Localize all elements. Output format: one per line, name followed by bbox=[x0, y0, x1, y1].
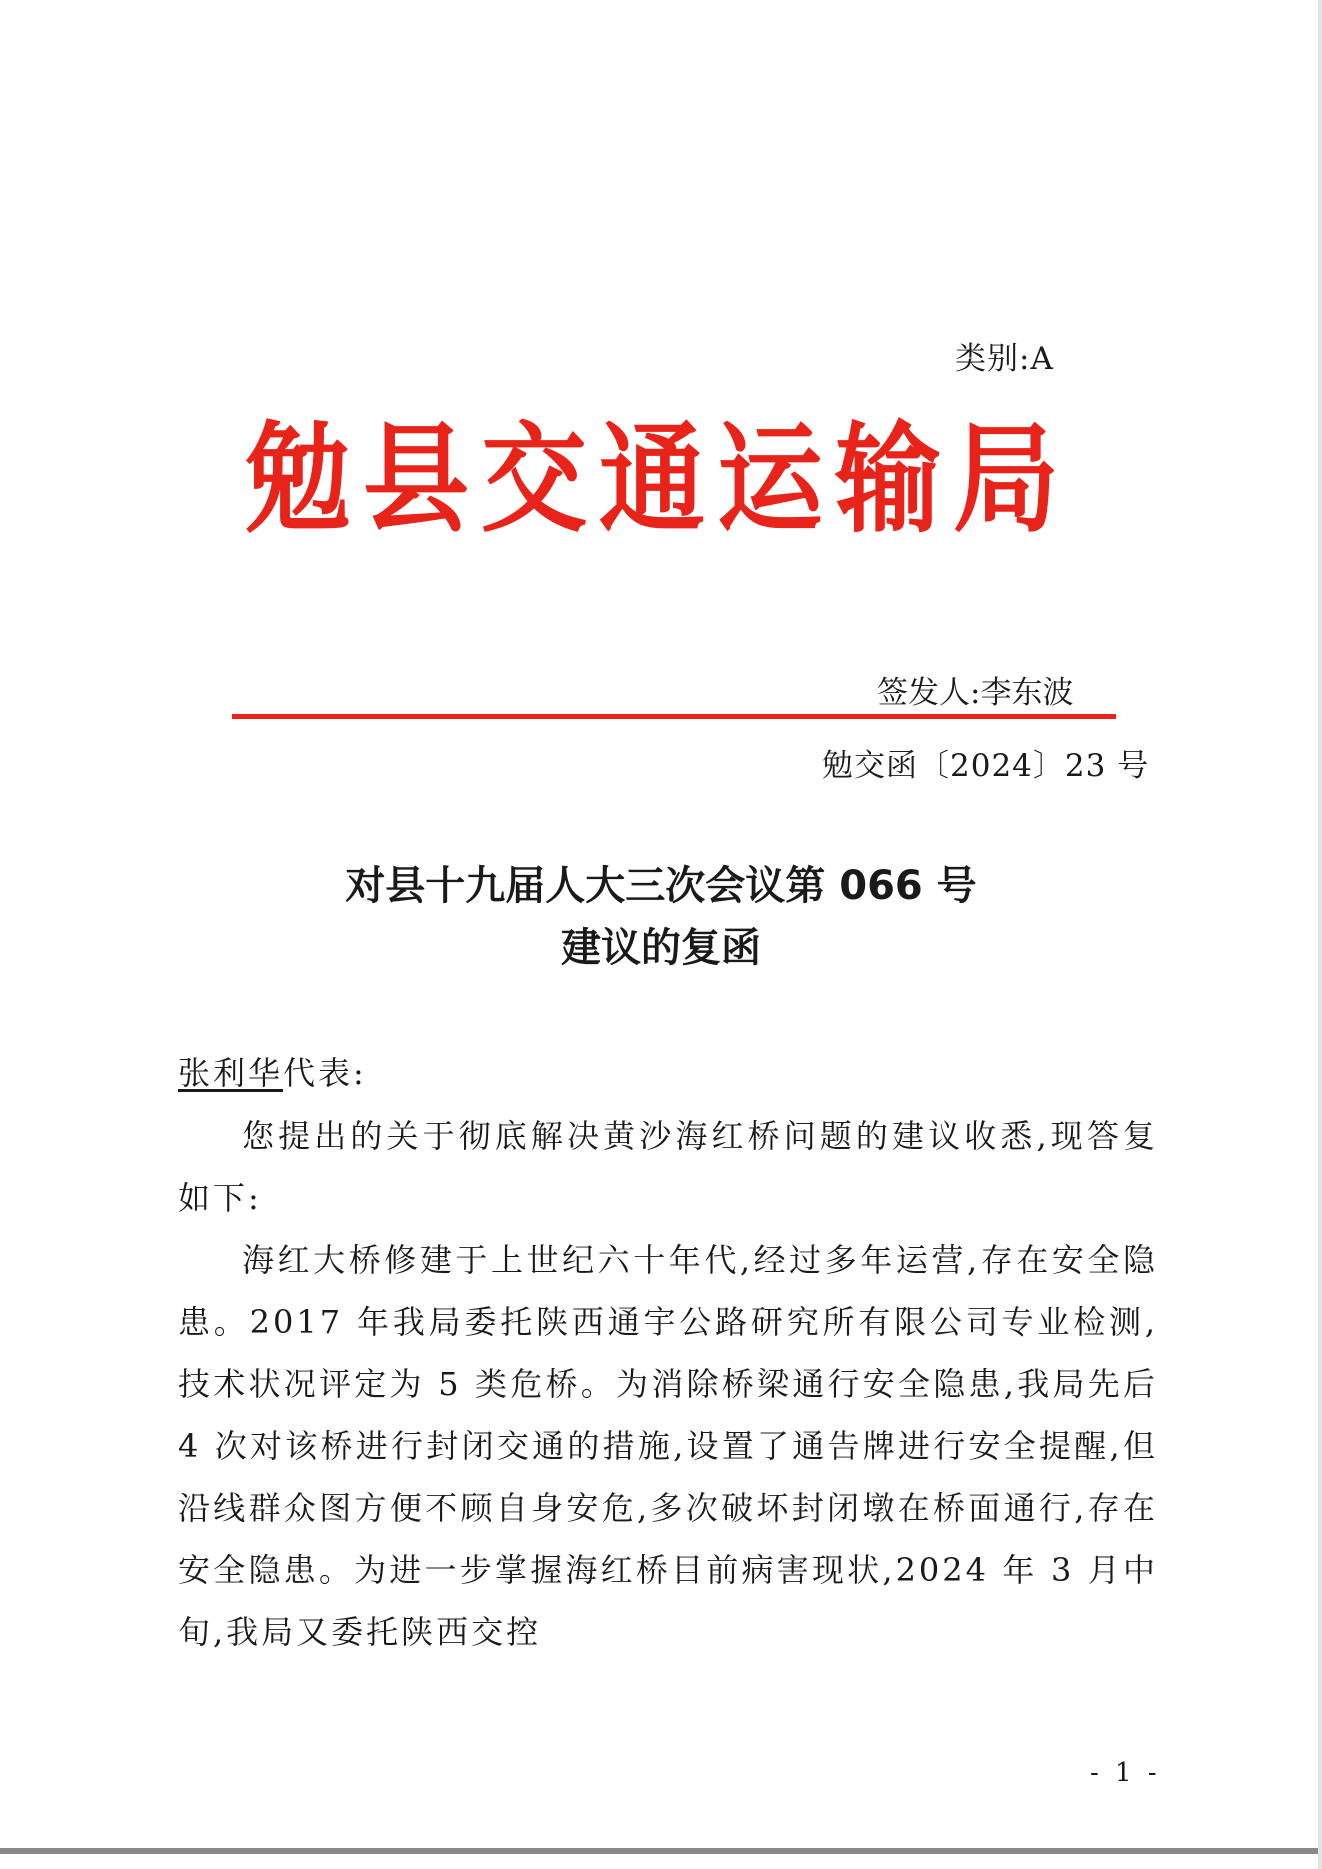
signer-line: 签发人:李东波 bbox=[877, 675, 1074, 711]
salutation bbox=[178, 1048, 367, 1094]
body-paragraph-2: 海红大桥修建于上世纪六十年代,经过多年运营,存在安全隐患。2017 年我局委托陕西通宇公路研究所有限公司专业检测,技术状况评定为 5 类危桥。为消除桥梁通行安全隐患,我局先后 4 次对该桥进行封闭交通的措施,设置了通告牌进行安全提醒,但沿线群众图方便不顾自身安危,多次破坏封闭墩在桥面通行,存在安全隐患。为进一步掌握海红桥目前病害现状,2024 年 3 月中旬,我局又委托陕西交控 bbox=[178, 1241, 1158, 1651]
page-number: - 1 - bbox=[1090, 1758, 1161, 1788]
salutation-suffix: 代表: bbox=[283, 1054, 367, 1092]
body-paragraph-1: 您提出的关于彻底解决黄沙海红桥问题的建议收悉,现答复如下: bbox=[178, 1117, 1158, 1217]
issuing-organization-header: 勉县交通运输局 bbox=[245, 410, 1071, 549]
title-line-2: 建议的复函 bbox=[561, 925, 761, 971]
document-category: 类别:A bbox=[955, 341, 1054, 377]
letter-body bbox=[178, 1105, 1158, 1663]
document-number: 勉交函〔2024〕23 号 bbox=[822, 748, 1150, 784]
scan-right-edge bbox=[1318, 0, 1322, 1869]
representative-name: 张利华 bbox=[178, 1054, 284, 1092]
scan-bottom-edge bbox=[0, 1848, 1322, 1854]
document-title bbox=[0, 855, 1322, 979]
red-separator-rule bbox=[232, 714, 1116, 719]
title-line-1: 对县十九届人大三次会议第 066 号 bbox=[345, 863, 977, 909]
